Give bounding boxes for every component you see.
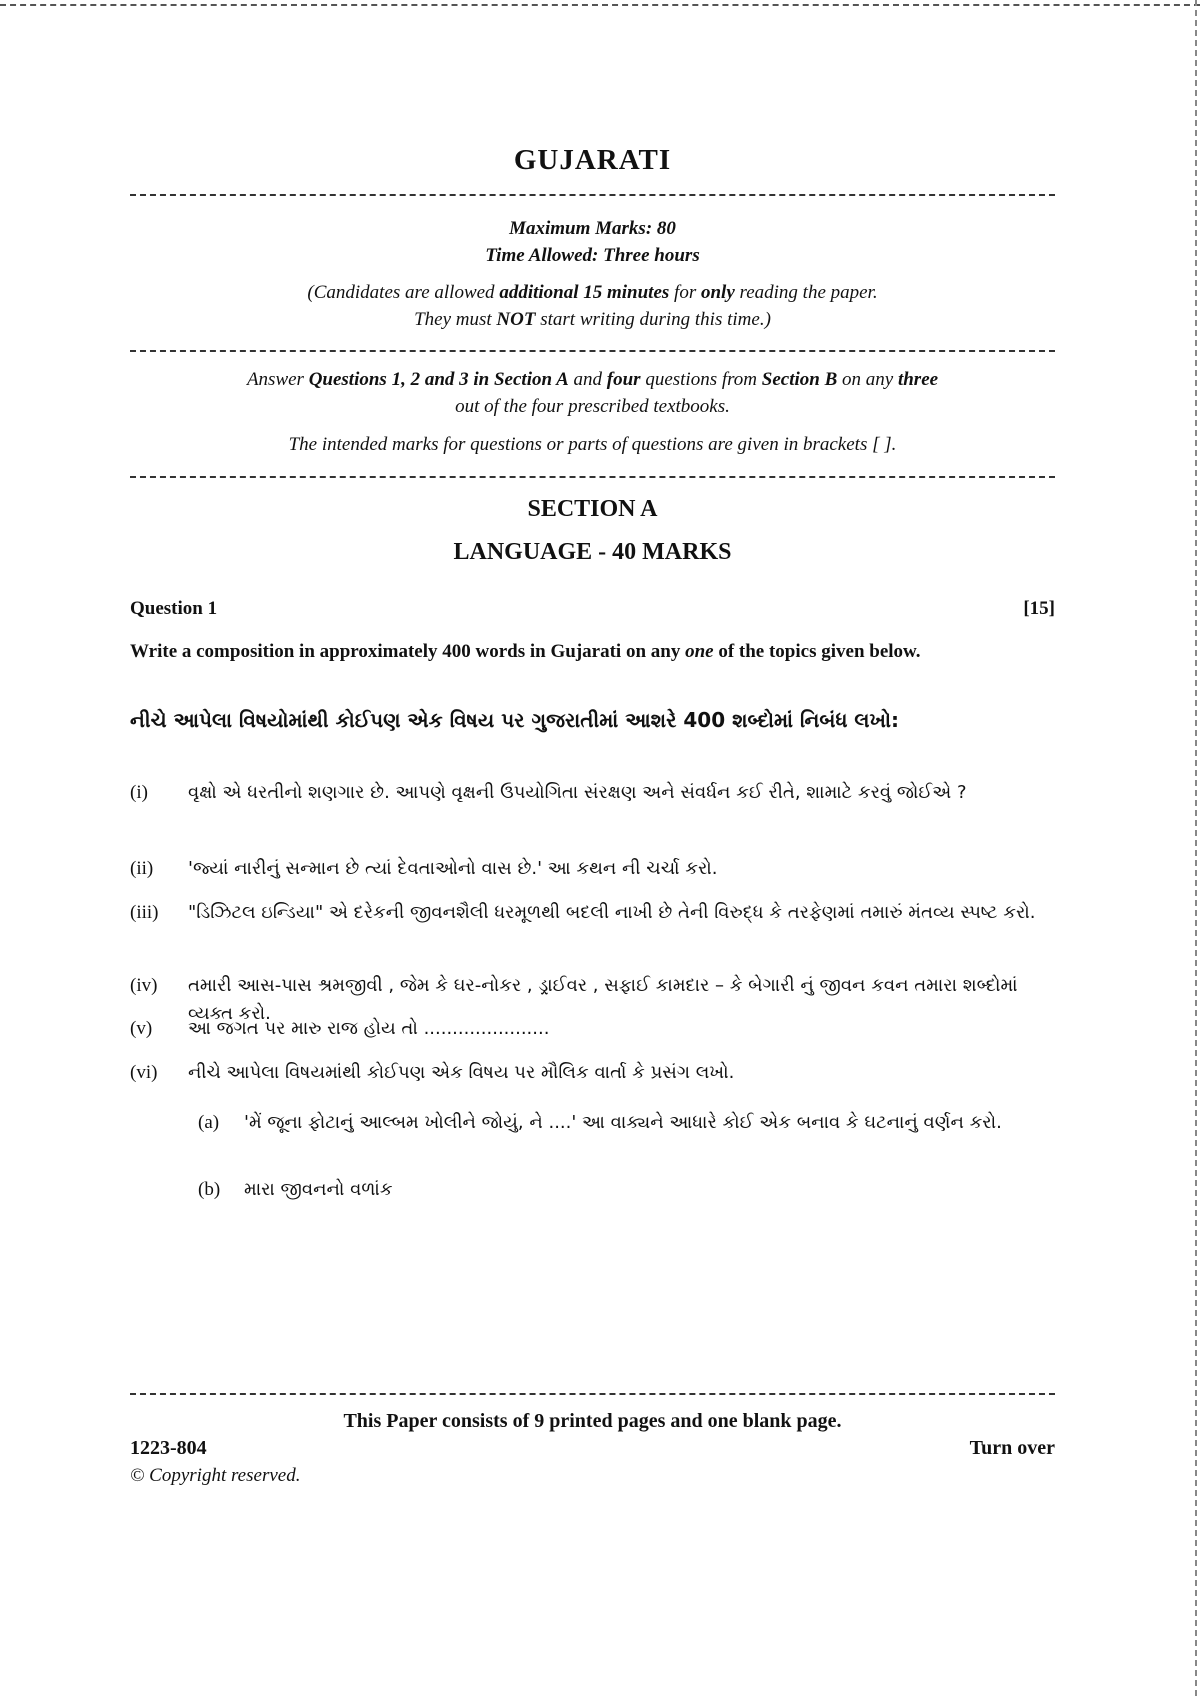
question-marks: [15] [1023,598,1055,619]
question-instruction-english: Write a composition in approximately 400 words in Gujarati on any one of the topics given below. [130,641,921,662]
turn-over: Turn over [969,1437,1055,1459]
subtopic-item: (a) 'મેં જૂના ફોટાનું આલ્બમ ખોલીને જોયું, ને ....' આ વાક્યને આધારે કોઈ એક બનાવ કે ઘટનાનું વર્ણન કરો. [198,1112,1002,1133]
reading-note-line-2: They must NOT start writing during this time.) [414,309,771,330]
section-subheading: LANGUAGE - 40 MARKS [453,539,732,565]
question-instruction-gujarati: નીચે આપેલા વિષયોમાંથી કોઈપણ એક વિષય પર ગુજરાતીમાં આશરે 400 શબ્દોમાં નિબંધ લખો: [130,708,899,732]
time-allowed: Time Allowed: Three hours [485,245,700,266]
footer-divider [130,1393,1055,1395]
divider-2 [130,350,1055,352]
divider-3 [130,476,1055,478]
subtopic-item: (b) મારા જીવનનો વળાંક [198,1179,393,1200]
topic-item: (v) આ જગત પર મારુ રાજ હોય તો ...................... [130,1018,550,1039]
topic-item: (i) વૃક્ષો એ ધરતીનો શણગાર છે. આપણે વૃક્ષની ઉપયોગિતા સંરક્ષણ અને સંવર્ધન કઈ રીતે, શામાટે કરવું જોઈએ ? [130,782,967,803]
topic-item: (iv) તમારી આસ-પાસ શ્રમજીવી , જેમ કે ઘર-નોકર , ડ્રાઈવર , સફાઈ કામદાર – કે બેગારી નું જીવન કવન તમારા શબ્દોમાં વ્યક્ત કરો. [130,975,1018,1024]
question-label: Question 1 [130,598,218,619]
marks-note: The intended marks for questions or parts of questions are given in brackets [ ]. [288,434,897,455]
topic-item: (vi) નીચે આપેલા વિષયમાંથી કોઈપણ એક વિષય પર મૌલિક વાર્તા કે પ્રસંગ લખો. [130,1062,735,1083]
reading-note-line-1: (Candidates are allowed additional 15 minutes for only reading the paper. [307,282,878,303]
paper-code: 1223-804 [130,1437,207,1459]
topic-item: (ii) 'જ્યાં નારીનું સન્માન છે ત્યાં દેવતાઓનો વાસ છે.' આ કથન ની ચર્ચા કરો. [130,858,718,879]
answer-instruction-line-1: Answer Questions 1, 2 and 3 in Section A and four questions from Section B on any three [246,369,939,390]
copyright: © Copyright reserved. [130,1465,301,1486]
right-border [1195,0,1200,1696]
answer-instruction-line-2: out of the four prescribed textbooks. [455,396,730,417]
pages-note: This Paper consists of 9 printed pages and one blank page. [343,1410,842,1432]
section-heading: SECTION A [527,496,658,522]
top-border [0,0,1200,6]
max-marks: Maximum Marks: 80 [509,218,676,239]
paper-title: GUJARATI [513,144,672,176]
divider-1 [130,194,1055,196]
topic-item: (iii) "ડિઝિટલ ઇન્ડિયા" એ દરેકની જીવનશૈલી ધરમૂળથી બદલી નાખી છે તેની વિરુદ્ધ કે તરફેણમાં તમારું મંતવ્ય સ્પષ્ટ કરો. [130,902,1036,923]
